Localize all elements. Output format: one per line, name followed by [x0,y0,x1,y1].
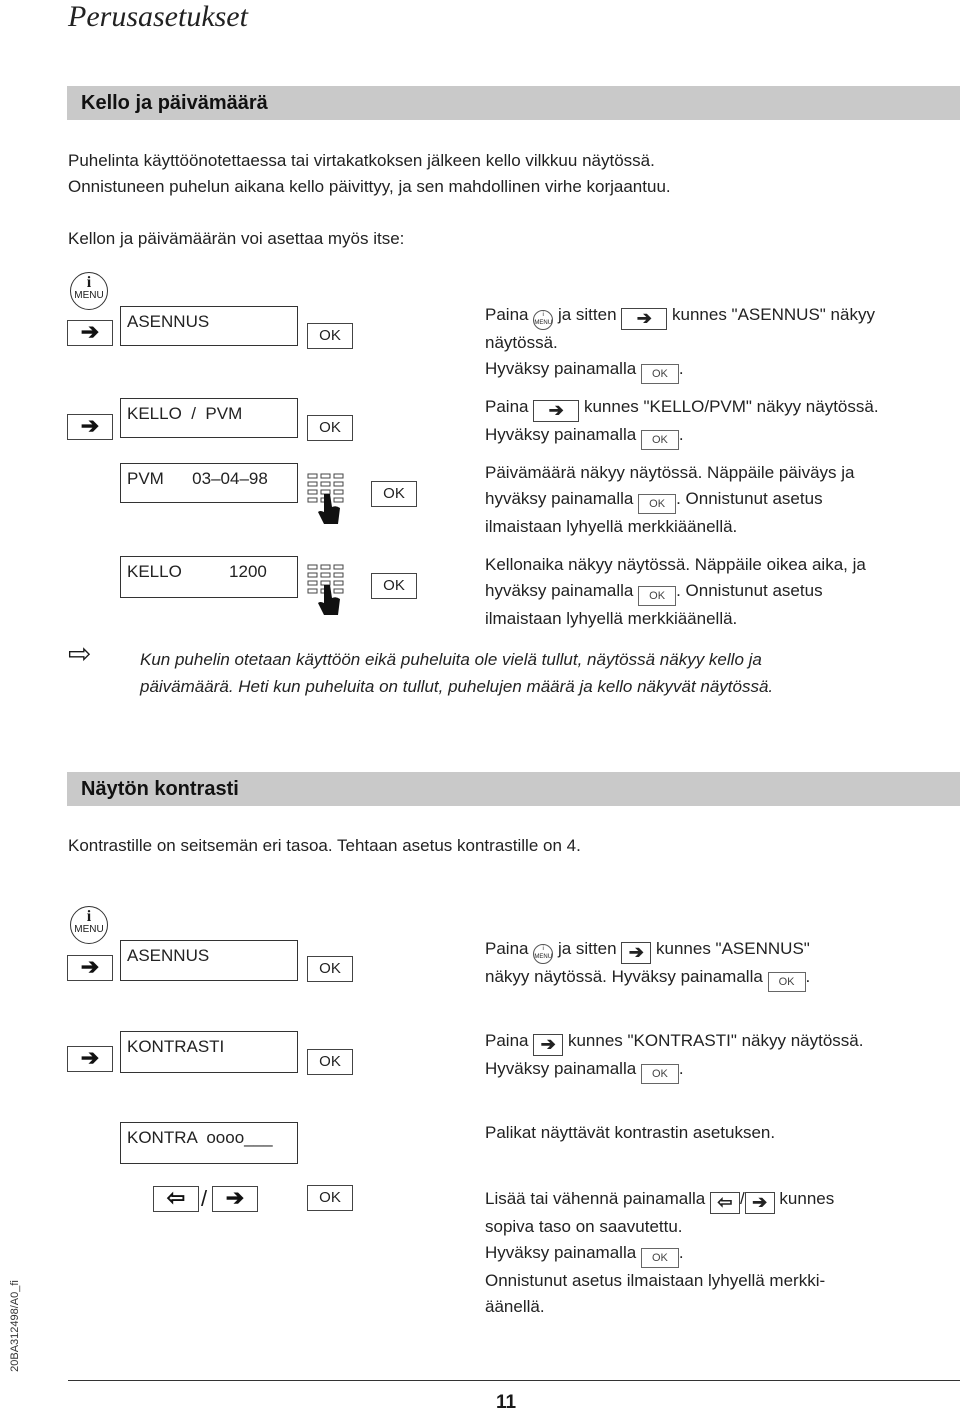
desc-text: Paina [485,1031,529,1050]
desc-text: Lisää tai vähennä painamalla [485,1189,706,1208]
ok-button[interactable]: OK [307,1049,353,1075]
lcd-text: KONTRASTI [127,1037,225,1056]
desc-text: kunnes [779,1189,835,1208]
left-arrow-button[interactable]: ⇦ [153,1186,199,1212]
intro-paragraph [68,148,671,200]
section-heading-contrast [67,772,960,806]
menu-icon: i MENU [533,310,553,330]
document-code: 20BA312498/A0_fi [9,1280,21,1372]
desc-text: Hyväksy painamalla [485,425,637,444]
menu-label: MENU [74,290,104,301]
step-description: Paina ➔ kunnes "KELLO/PVM" näkyy näytössä. Hyväksy painamalla OK . [485,394,879,450]
desc-text: Onnistunut asetus ilmaistaan lyhyellä merkki- [485,1271,826,1290]
desc-text: Kellonaika näkyy näytössä. Näppäile oikea aika, ja [485,555,866,574]
ok-icon: OK [641,1064,679,1084]
keypad-icon[interactable] [306,472,348,526]
desc-text: kunnes "KONTRASTI" näkyy näytössä. [567,1031,864,1050]
slash-separator: / [201,1186,208,1211]
ok-icon: OK [638,586,676,606]
info-glyph: i [86,908,92,925]
info-glyph: i [86,274,92,291]
step-description: Paina i MENU ja sitten ➔ kunnes "ASENNUS" näkyy näytössä. Hyväksy painamalla OK . [485,302,875,384]
desc-text: kunnes "ASENNUS" näkyy [672,305,875,324]
lcd-text: KELLO 1200 [127,562,267,581]
lcd-display [120,1122,298,1164]
ok-icon: OK [641,364,679,384]
intro-line: Kontrastille on seitsemän eri tasoa. Tehtaan asetus kontrastille on 4. [68,836,581,855]
footer-divider [68,1380,960,1381]
note-line: Kun puhelin otetaan käyttöön eikä puheluita ole vielä tullut, näytössä näkyy kello ja [140,650,762,669]
right-arrow-icon: ➔ [745,1192,775,1214]
desc-text: Hyväksy painamalla [485,1059,637,1078]
ok-icon: OK [768,972,806,992]
step-description [485,460,854,540]
step-description: Lisää tai vähennä painamalla ⇦ / ➔ kunnes sopiva taso on saavutettu. Hyväksy painamalla OK . Onnistunut asetus ilmaistaan lyhyellä merkki- äänellä. [485,1186,834,1320]
right-arrow-button[interactable]: ➔ [67,955,113,981]
lcd-display [120,940,298,981]
step-description: Paina i MENU ja sitten ➔ kunnes "ASENNUS" näkyy näytössä. Hyväksy painamalla OK . [485,936,810,992]
desc-text: Hyväksy painamalla [485,1243,637,1262]
slash-separator: / [739,1189,745,1208]
ok-button[interactable]: OK [307,323,353,349]
lcd-display [120,306,298,346]
desc-text: ja sitten [557,939,617,958]
desc-text: Hyväksy painamalla [485,359,637,378]
right-arrow-icon: ➔ [533,1034,563,1056]
keypad-icon[interactable] [306,563,348,617]
ok-icon: OK [638,494,676,514]
desc-text: kunnes "ASENNUS" [656,939,810,958]
lcd-display [120,398,298,438]
ok-button[interactable]: OK [307,415,353,441]
right-arrow-icon: ➔ [621,942,651,964]
menu-icon[interactable] [70,906,108,944]
menu-label: MENU [74,924,104,935]
step-description: Palikat näyttävät kontrastin asetuksen. [485,1123,776,1142]
desc-text: Päivämäärä näkyy näytössä. Näppäile päiväys ja [485,463,855,482]
page-number: 11 [496,1392,517,1413]
desc-text: näytössä. [485,333,558,352]
desc-text: Paina [485,939,529,958]
ok-button[interactable]: OK [371,481,417,507]
right-arrow-button[interactable]: ➔ [212,1186,258,1212]
page-title: Perusasetukset [68,0,248,33]
lcd-display [120,463,298,503]
section-heading-clock [67,86,960,120]
section-heading-text: Kello ja päivämäärä [81,92,268,114]
desc-text: Paina [485,305,529,324]
desc-text: Paina [485,397,529,416]
desc-text: ilmaistaan lyhyellä merkkiäänellä. [485,609,738,628]
right-arrow-button[interactable]: ➔ [67,414,113,440]
ok-icon: OK [641,1248,679,1268]
desc-text: äänellä. [485,1297,545,1316]
menu-icon[interactable] [70,272,108,310]
intro-line: Puhelinta käyttöönotettaessa tai virtakatkoksen jälkeen kello vilkkuu näytössä. [68,151,655,170]
lcd-text: KONTRA oooo___ [127,1128,273,1147]
section-heading-text: Näytön kontrasti [81,778,239,800]
desc-text: ja sitten [557,305,617,324]
ok-icon: OK [641,430,679,450]
ok-button[interactable]: OK [371,573,417,599]
lcd-display [120,556,298,598]
lcd-text: PVM 03–04–98 [127,469,268,488]
ok-button[interactable]: OK [307,1185,353,1211]
desc-text: ilmaistaan lyhyellä merkkiäänellä. [485,517,738,536]
intro-line: Kellon ja päivämäärän voi asettaa myös itse: [68,229,405,248]
lcd-text: ASENNUS [127,946,210,965]
desc-text: hyväksy painamalla [485,581,634,600]
desc-text: . Onnistunut asetus [676,581,823,600]
right-arrow-icon: ➔ [621,308,667,330]
step-description: Paina ➔ kunnes "KONTRASTI" näkyy näytössä. Hyväksy painamalla OK . [485,1028,863,1084]
desc-text: hyväksy painamalla [485,489,634,508]
desc-text: . Onnistunut asetus [676,489,823,508]
desc-text: sopiva taso on saavutettu. [485,1217,683,1236]
left-arrow-icon: ⇦ [710,1192,740,1214]
lcd-text: KELLO / PVM [127,404,243,423]
right-arrow-button[interactable]: ➔ [67,320,113,346]
menu-icon: i MENU [533,944,553,964]
desc-text: näkyy näytössä. Hyväksy painamalla [485,967,763,986]
desc-text: kunnes "KELLO/PVM" näkyy näytössä. [583,397,879,416]
right-arrow-button[interactable]: ➔ [67,1046,113,1072]
note-line: päivämäärä. Heti kun puheluita on tullut, puhelujen määrä ja kello näkyvät näytössä. [140,677,774,696]
intro-line: Onnistuneen puhelun aikana kello päivittyy, ja sen mahdollinen virhe korjaantuu. [68,177,671,196]
right-arrow-icon: ➔ [533,400,579,422]
lcd-text: ASENNUS [127,312,210,331]
lcd-display [120,1031,298,1073]
ok-button[interactable]: OK [307,956,353,982]
note-text [140,646,773,700]
step-description [485,552,866,632]
note-pointer-icon: ⇨ [68,638,92,669]
